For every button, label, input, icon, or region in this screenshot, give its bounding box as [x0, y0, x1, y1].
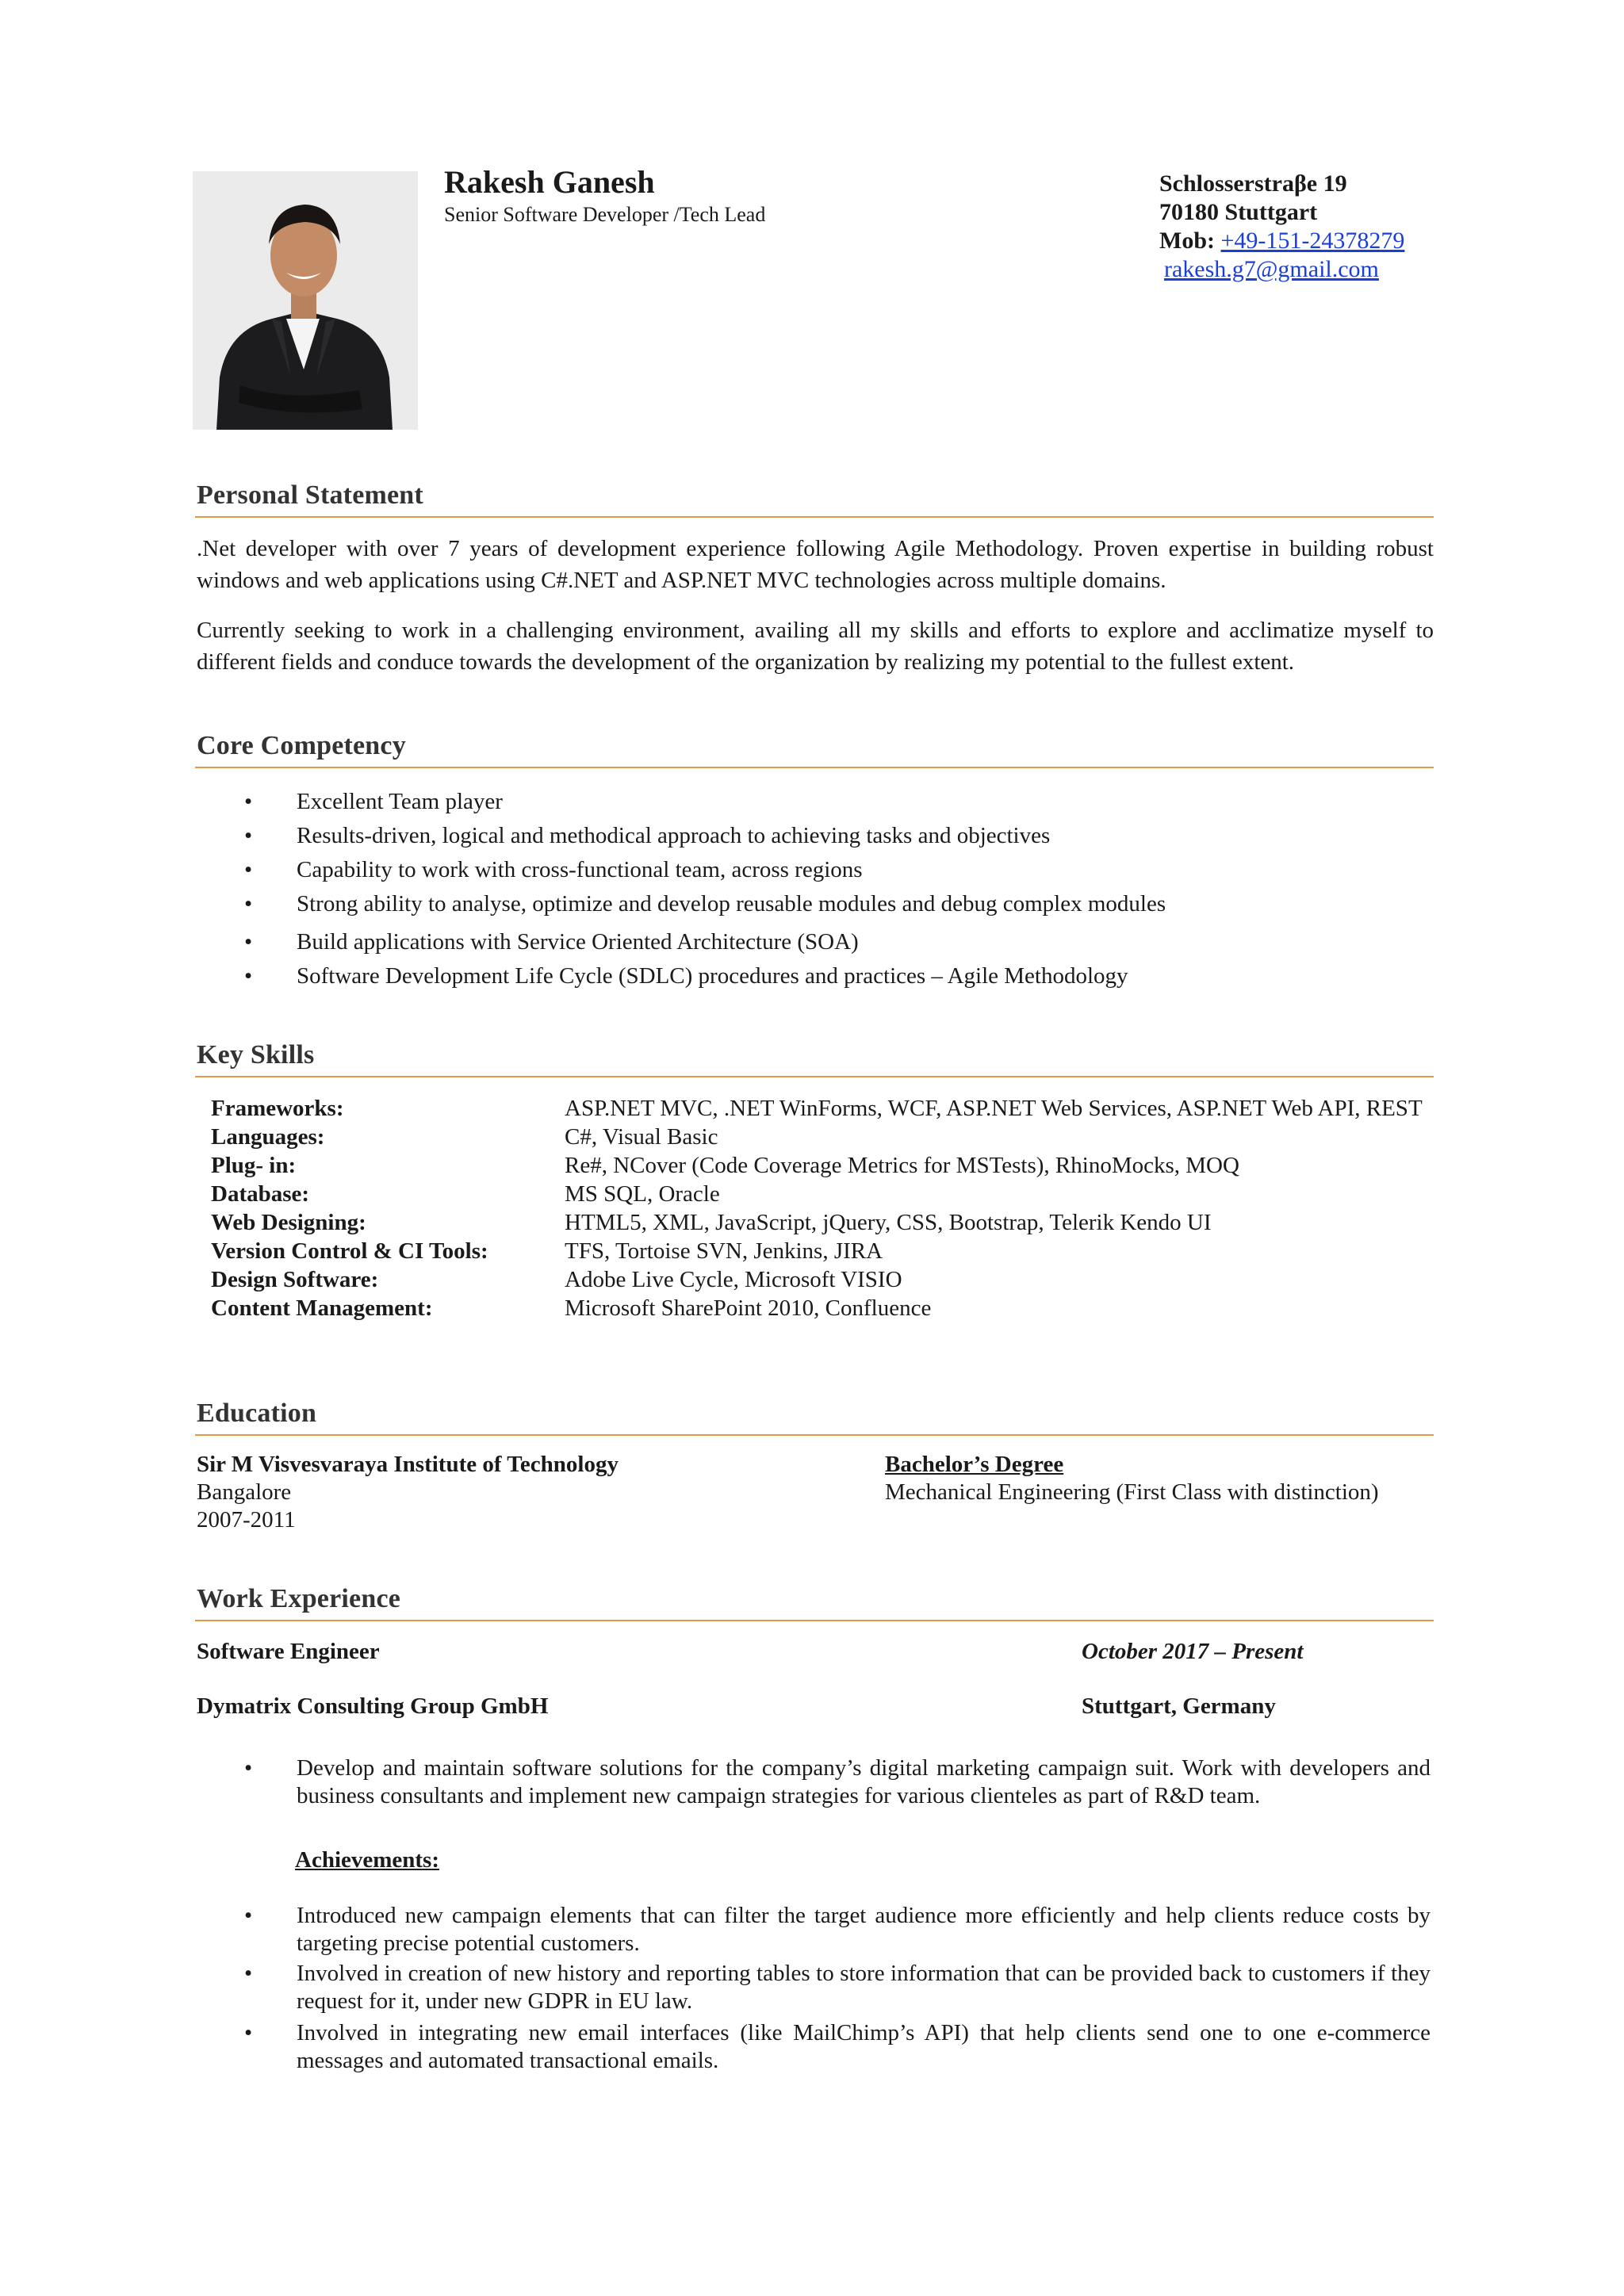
job-title: Senior Software Developer /Tech Lead — [444, 203, 766, 226]
job-role: Software Engineer — [197, 1639, 380, 1664]
section-title-work-experience: Work Experience — [197, 1584, 401, 1613]
table-row — [211, 1123, 1449, 1151]
table-row — [211, 1208, 1449, 1237]
table-row — [211, 1294, 1449, 1322]
achievements-label: Achievements: — [295, 1847, 440, 1873]
section-title-personal-statement: Personal Statement — [197, 480, 423, 510]
table-row — [211, 1180, 1449, 1208]
competency-list — [197, 785, 1434, 993]
list-item: • Involved in integrating new email interfaces (like MailChimp’s API) that help clients send one to one e-commerce messages and automated transactional emails. — [197, 2019, 1431, 2075]
institute-city: Bangalore — [197, 1479, 292, 1505]
address-city: 70180 Stuttgart — [1159, 199, 1318, 225]
achievements-list — [197, 1902, 1431, 2075]
mobile-link[interactable]: +49-151-24378279 — [1220, 228, 1405, 254]
section-divider — [195, 767, 1434, 768]
list-item: • Results-driven, logical and methodical approach to achieving tasks and objectives — [197, 819, 1434, 853]
candidate-name: Rakesh Ganesh — [444, 164, 655, 200]
table-row — [211, 1265, 1449, 1294]
table-row — [211, 1151, 1449, 1180]
skill-value: ASP.NET MVC, .NET WinForms, WCF, ASP.NET Web Services, ASP.NET Web API, REST — [565, 1096, 1423, 1121]
section-divider — [195, 1076, 1434, 1077]
list-item: • Capability to work with cross-functional team, across regions — [197, 853, 1434, 887]
email-line — [1159, 255, 1404, 284]
section-divider — [195, 1434, 1434, 1436]
section-divider — [195, 1620, 1434, 1621]
list-item: • Introduced new campaign elements that can filter the target audience more efficiently and help clients reduce costs by targeting precise potential customers. — [197, 1902, 1431, 1957]
skill-value: Re#, NCover (Code Coverage Metrics for MSTests), RhinoMocks, MOQ — [565, 1153, 1239, 1178]
skills-table — [211, 1094, 1449, 1322]
section-title-core-competency: Core Competency — [197, 731, 406, 760]
skill-label: Web Designing: — [211, 1210, 366, 1235]
job-description-list — [197, 1755, 1431, 1810]
degree-field: Mechanical Engineering (First Class with distinction) — [885, 1479, 1379, 1505]
section-title-key-skills: Key Skills — [197, 1040, 315, 1070]
institute-name: Sir M Visvesvaraya Institute of Technology — [197, 1452, 619, 1477]
skill-label: Languages: — [211, 1124, 325, 1150]
personal-statement-para-1: .Net developer with over 7 years of development experience following Agile Methodology. Proven expertise in building robust windows and web applications using C#.NET and ASP.NET MVC technologies across multiple domains. — [197, 536, 1434, 593]
contact-block — [1159, 170, 1404, 284]
mobile-line — [1159, 227, 1404, 255]
skill-value: C#, Visual Basic — [565, 1124, 718, 1150]
profile-photo — [193, 171, 418, 430]
person-silhouette — [193, 171, 418, 430]
section-divider — [195, 516, 1434, 518]
list-item: • Excellent Team player — [197, 785, 1434, 819]
skill-value: HTML5, XML, JavaScript, jQuery, CSS, Bootstrap, Telerik Kendo UI — [565, 1210, 1212, 1235]
skill-value: Microsoft SharePoint 2010, Confluence — [565, 1295, 932, 1321]
list-item: • Develop and maintain software solutions for the company’s digital marketing campaign suit. Work with developers and business consultants and implement new campaign strategies for various clienteles as part of R&D team. — [197, 1755, 1431, 1810]
list-item: • Involved in creation of new history and reporting tables to store information that can be provided back to customers if they request for it, under new GDPR in EU law. — [197, 1960, 1431, 2015]
section-title-education: Education — [197, 1399, 317, 1428]
skill-value: Adobe Live Cycle, Microsoft VISIO — [565, 1267, 902, 1292]
education-years: 2007-2011 — [197, 1507, 296, 1533]
address-street: Schlosserstraβe 19 — [1159, 170, 1347, 197]
list-item: • Build applications with Service Oriented Architecture (SOA) — [197, 925, 1434, 959]
company-name: Dymatrix Consulting Group GmbH — [197, 1693, 549, 1719]
company-location: Stuttgart, Germany — [1082, 1693, 1276, 1719]
skill-label: Design Software: — [211, 1267, 379, 1292]
list-item: • Software Development Life Cycle (SDLC) procedures and practices – Agile Methodology — [197, 959, 1434, 993]
skill-label: Frameworks: — [211, 1096, 344, 1121]
skill-value: TFS, Tortoise SVN, Jenkins, JIRA — [565, 1238, 883, 1264]
skill-label: Content Management: — [211, 1295, 433, 1321]
table-row — [211, 1237, 1449, 1265]
skill-value: MS SQL, Oracle — [565, 1181, 720, 1207]
list-item: • Strong ability to analyse, optimize and develop reusable modules and debug complex modules — [197, 887, 1434, 921]
table-row — [211, 1094, 1449, 1123]
skill-label: Database: — [211, 1181, 310, 1207]
mobile-label: Mob: — [1159, 228, 1215, 254]
email-link[interactable]: rakesh.g7@gmail.com — [1164, 256, 1379, 282]
skill-label: Plug- in: — [211, 1153, 297, 1178]
skill-label: Version Control & CI Tools: — [211, 1238, 488, 1264]
education-right — [885, 1451, 1379, 1506]
education-left — [197, 1451, 619, 1534]
job-period: October 2017 – Present — [1082, 1639, 1304, 1664]
personal-statement-para-2: Currently seeking to work in a challenging environment, availing all my skills and efforts to explore and acclimatize myself to different fields and conduce towards the development of the organization by realizing my potential to the fullest extent. — [197, 618, 1434, 675]
degree-name: Bachelor’s Degree — [885, 1452, 1064, 1477]
